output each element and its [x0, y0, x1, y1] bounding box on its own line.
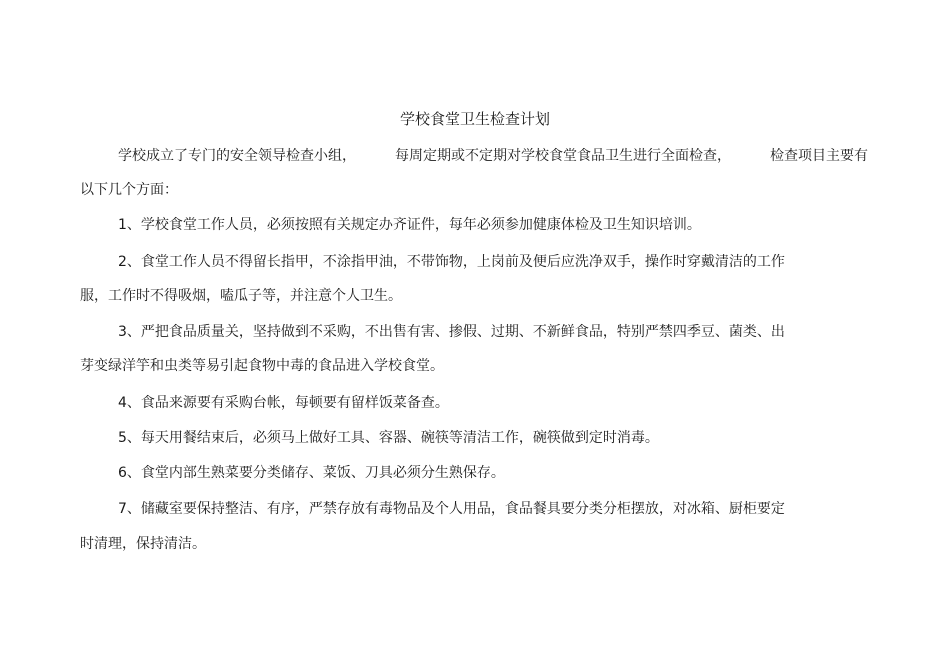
item-1-line-1: 1、学校食堂工作人员，必须按照有关规定办齐证件，每年必须参加健康体检及卫生知识培训。: [118, 217, 701, 233]
intro-paragraph-line-2: 以下几个方面：: [80, 182, 178, 198]
item-3-line-2: 芽变绿洋竽和虫类等易引起食物中毒的食品进入学校食堂。: [80, 358, 444, 374]
item-5-line-1: 5、每天用餐结束后，必须马上做好工具、容器、碗筷等清洁工作，碗筷做到定时消毒。: [118, 430, 659, 446]
intro-paragraph-line-1: [118, 146, 868, 166]
item-3-line-1: 3、严把食品质量关，坚持做到不采购，不出售有害、掺假、过期、不新鲜食品，特别严禁四季豆、菌类、出: [118, 324, 785, 340]
intro-part-2: 每周定期或不定期对学校食堂食品卫生进行全面检查，: [395, 148, 731, 164]
item-6-line-1: 6、食堂内部生熟菜要分类储存、菜饭、刀具必须分生熟保存。: [118, 465, 505, 481]
item-4-line-1: 4、食品来源要有采购台帐，每顿要有留样饭菜备查。: [118, 395, 449, 411]
item-2-line-2: 服，工作时不得吸烟，嗑瓜子等，并注意个人卫生。: [80, 288, 402, 304]
item-7-line-2: 时清理，保持清洁。: [80, 536, 206, 552]
item-2-line-1: 2、食堂工作人员不得留长指甲，不涂指甲油，不带饰物，上岗前及便后应洗净双手，操作时穿戴清洁的工作: [118, 254, 785, 270]
document-title: 学校食堂卫生检查计划: [399, 110, 550, 128]
intro-part-1: 学校成立了专门的安全领导检查小组，: [118, 148, 356, 164]
item-7-line-1: 7、储藏室要保持整洁、有序，严禁存放有毒物品及个人用品，食品餐具要分类分柜摆放，对冰箱、厨柜要定: [118, 501, 785, 517]
intro-part-3: 检查项目主要有: [770, 148, 868, 164]
